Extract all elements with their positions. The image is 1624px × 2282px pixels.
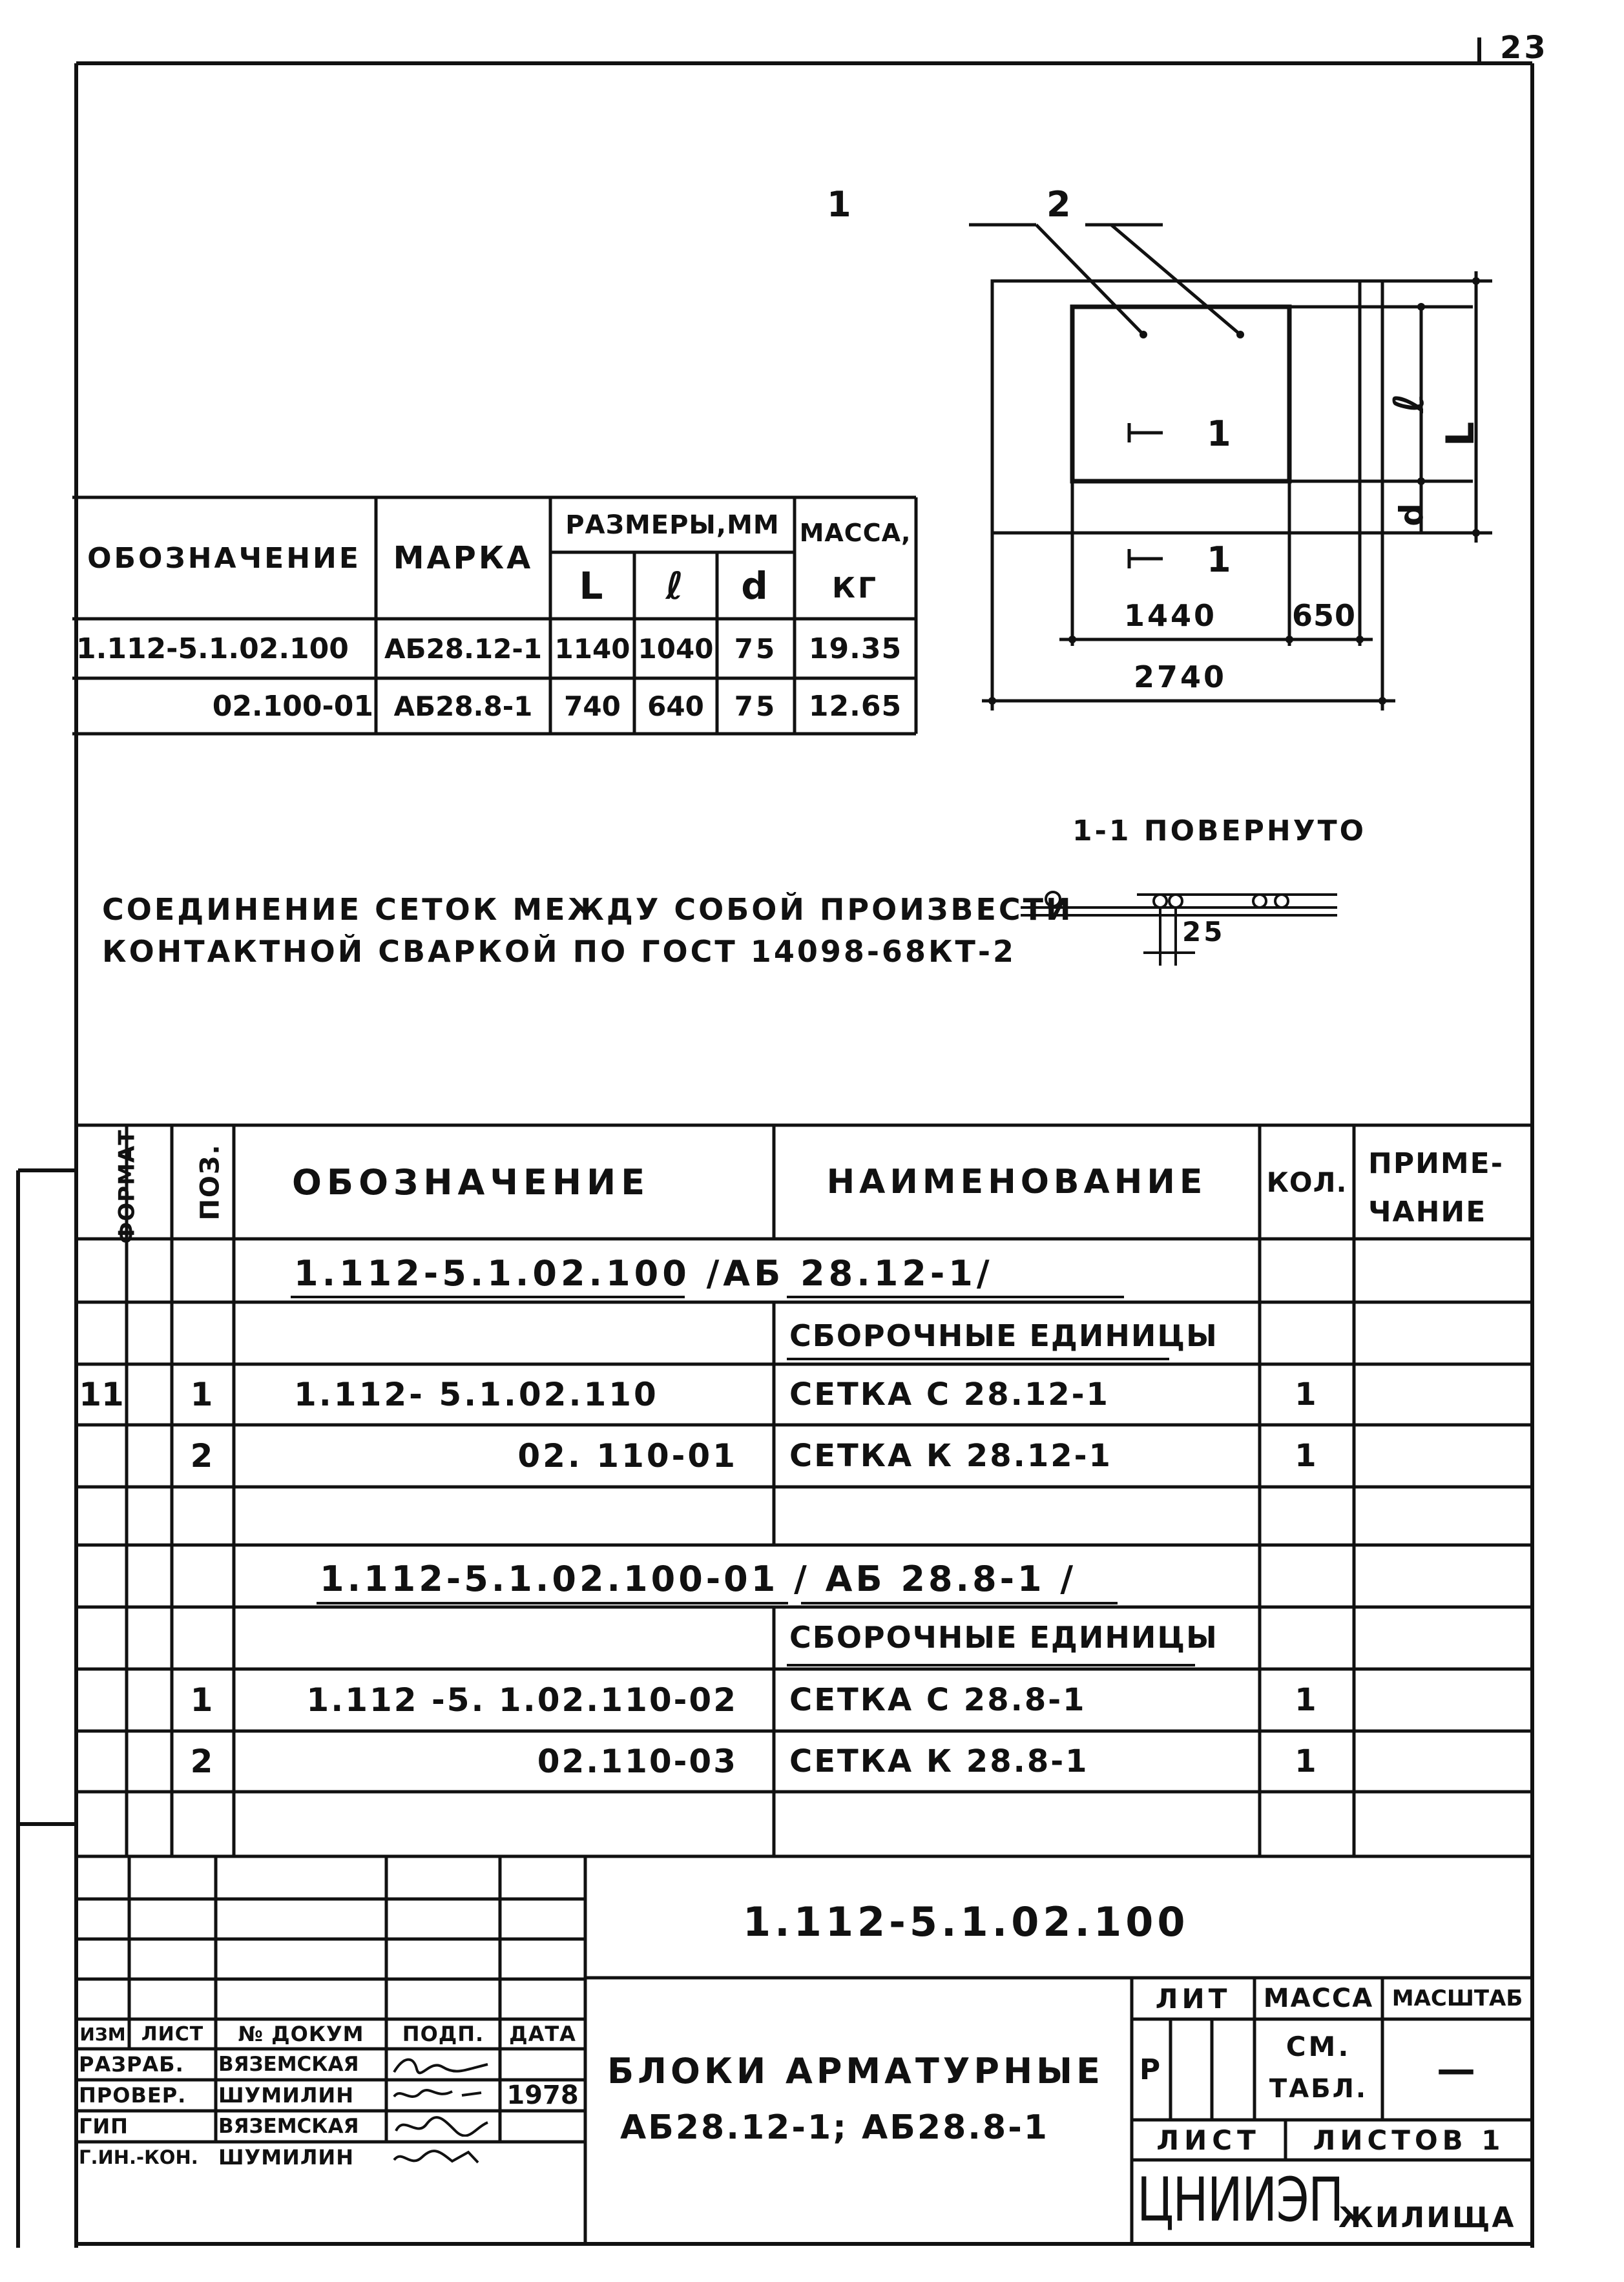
size-header-L: L bbox=[579, 563, 606, 608]
size-header-designation: ОБОЗНАЧЕНИЕ bbox=[87, 541, 361, 575]
size-header-mark: МАРКА bbox=[393, 540, 534, 576]
tb-role-4: Г.ИН.-КОН. bbox=[79, 2146, 198, 2168]
spec-g1-row1-pos: 1 bbox=[190, 1376, 216, 1413]
spec-header-pos: ПОЗ. bbox=[195, 1143, 225, 1221]
size-header-mass: МАССА, bbox=[799, 519, 911, 547]
tb-role-2: ПРОВЕР. bbox=[79, 2083, 187, 2108]
spec-group-1-title: 1.112-5.1.02.100 /АБ 28.12-1/ bbox=[294, 1253, 994, 1294]
spec-g1-row1-designation: 1.112- 5.1.02.110 bbox=[294, 1376, 659, 1413]
spec-g2-row2-pos: 2 bbox=[190, 1743, 216, 1780]
tb-date-1 bbox=[500, 2049, 585, 2080]
tb-date-3 bbox=[500, 2111, 585, 2142]
dim-label-2740: 2740 bbox=[1134, 659, 1227, 694]
tb-header-date: ДАТА bbox=[509, 2022, 576, 2046]
section-title: 1-1 ПОВЕРНУТО bbox=[1072, 814, 1367, 847]
tb-lit-value: Р bbox=[1139, 2053, 1163, 2086]
tb-name-4: ШУМИЛИН bbox=[218, 2145, 354, 2170]
spec-g1-row2-qty: 1 bbox=[1295, 1438, 1319, 1474]
spec-header-name: НАИМЕНОВАНИЕ bbox=[826, 1163, 1207, 1201]
size-row-1-l: 1040 bbox=[638, 632, 714, 665]
tb-mass-value-2: ТАБЛ. bbox=[1269, 2074, 1368, 2104]
spec-header-designation: ОБОЗНАЧЕНИЕ bbox=[292, 1161, 651, 1203]
tb-name-2: ШУМИЛИН bbox=[218, 2083, 354, 2108]
tb-header-izm: ИЗМ bbox=[79, 2023, 126, 2045]
spec-header-note-2: ЧАНИЕ bbox=[1368, 1196, 1487, 1229]
size-row-1-d: 75 bbox=[734, 632, 778, 665]
signature-2 bbox=[391, 2084, 494, 2106]
spec-g2-row1-qty: 1 bbox=[1295, 1682, 1319, 1718]
spec-g1-row2-pos: 2 bbox=[190, 1437, 216, 1475]
tb-scale-value: — bbox=[1437, 2047, 1478, 2092]
tb-header-list: ЛИСТ bbox=[141, 2022, 204, 2046]
tb-header-sign: ПОДП. bbox=[402, 2022, 484, 2046]
tb-sheet-label: ЛИСТ bbox=[1156, 2124, 1261, 2156]
leader-label-2: 2 bbox=[1046, 184, 1074, 225]
size-row-2-l: 640 bbox=[647, 690, 704, 722]
spec-group-2-subtitle: СБОРОЧНЫЕ ЕДИНИЦЫ bbox=[789, 1620, 1218, 1655]
tb-sheets-label: ЛИСТОВ 1 bbox=[1313, 2124, 1505, 2156]
title-line-2: АБ28.12-1; АБ28.8-1 bbox=[620, 2108, 1049, 2147]
spec-g1-row1-name: СЕТКА С 28.12-1 bbox=[789, 1376, 1110, 1413]
dim-label-L: L bbox=[1438, 419, 1484, 447]
spec-g2-row2-designation: 02.110-03 bbox=[537, 1743, 738, 1780]
org-logo-sub: ЖИЛИЩА bbox=[1338, 2201, 1516, 2234]
tb-mass-label: МАССА bbox=[1263, 1984, 1374, 2013]
tb-role-3: ГИП bbox=[79, 2114, 129, 2139]
note-line-2: КОНТАКТНОЙ СВАРКОЙ ПО ГОСТ 14098-68КТ-2 bbox=[102, 934, 1017, 969]
dim-label-d: d bbox=[1392, 501, 1430, 526]
section-mark-bottom: 1 bbox=[1207, 539, 1234, 580]
size-row-2-designation: 02.100-01 bbox=[212, 689, 373, 723]
dim-label-650: 650 bbox=[1292, 598, 1357, 633]
spec-header-note-1: ПРИМЕ- bbox=[1368, 1147, 1504, 1180]
tb-lit-label: ЛИТ bbox=[1155, 1982, 1231, 2015]
spec-g1-row2-name: СЕТКА К 28.12-1 bbox=[789, 1438, 1112, 1474]
tb-date-4 bbox=[500, 2142, 585, 2173]
page-number: 23 bbox=[1500, 30, 1548, 66]
spec-g1-row1-qty: 1 bbox=[1295, 1376, 1319, 1413]
dim-label-l: ℓ bbox=[1386, 390, 1434, 413]
signature-3 bbox=[391, 2115, 494, 2137]
section-mark-top: 1 bbox=[1207, 413, 1234, 454]
tb-name-3: ВЯЗЕМСКАЯ bbox=[218, 2115, 359, 2138]
spec-g2-row1-pos: 1 bbox=[190, 1681, 216, 1719]
dim-label-1440: 1440 bbox=[1124, 598, 1218, 633]
size-header-sizes: РАЗМЕРЫ,ММ bbox=[565, 510, 780, 540]
spec-header-format: ФОРМАТ bbox=[114, 1129, 140, 1244]
size-row-1-mark: АБ28.12-1 bbox=[384, 632, 543, 665]
size-row-2-d: 75 bbox=[734, 690, 778, 722]
tb-role-1: РАЗРАБ. bbox=[79, 2052, 184, 2077]
tb-date-2: 1978 bbox=[506, 2080, 579, 2110]
size-header-l: ℓ bbox=[665, 563, 686, 608]
signature-1 bbox=[391, 2053, 494, 2075]
size-header-d: d bbox=[741, 563, 771, 608]
spec-g1-row1-format: 11 bbox=[79, 1376, 124, 1413]
signature-4 bbox=[391, 2146, 494, 2168]
spec-g2-row2-qty: 1 bbox=[1295, 1743, 1319, 1779]
tb-mass-value-1: СМ. bbox=[1286, 2030, 1351, 2062]
leader-label-1: 1 bbox=[827, 184, 854, 225]
title-line-1: БЛОКИ АРМАТУРНЫЕ bbox=[607, 2051, 1105, 2091]
spec-group-2-title: 1.112-5.1.02.100-01 / АБ 28.8-1 / bbox=[320, 1559, 1077, 1599]
size-row-1-L: 1140 bbox=[554, 632, 630, 665]
spec-g2-row2-name: СЕТКА К 28.8-1 bbox=[789, 1743, 1089, 1779]
spec-g2-row1-designation: 1.112 -5. 1.02.110-02 bbox=[306, 1681, 738, 1719]
spec-group-1-subtitle: СБОРОЧНЫЕ ЕДИНИЦЫ bbox=[789, 1318, 1218, 1353]
size-row-2-mass: 12.65 bbox=[808, 689, 902, 723]
note-line-1: СОЕДИНЕНИЕ СЕТОК МЕЖДУ СОБОЙ ПРОИЗВЕСТИ bbox=[102, 892, 1074, 927]
size-row-2-L: 740 bbox=[564, 690, 621, 722]
spec-g2-row1-name: СЕТКА С 28.8-1 bbox=[789, 1682, 1087, 1718]
size-row-1-mass: 19.35 bbox=[808, 632, 902, 665]
tb-name-1: ВЯЗЕМСКАЯ bbox=[218, 2053, 359, 2076]
section-dim-25: 25 bbox=[1182, 916, 1225, 948]
size-row-2-mark: АБ28.8-1 bbox=[393, 690, 533, 722]
tb-scale-label: МАСШТАБ bbox=[1391, 1986, 1523, 2011]
title-doc-number: 1.112-5.1.02.100 bbox=[743, 1898, 1189, 1945]
tb-header-doc: № ДОКУМ bbox=[238, 2022, 364, 2046]
spec-g1-row2-designation: 02. 110-01 bbox=[517, 1437, 738, 1475]
org-logo-main: ЦНИИЭП bbox=[1137, 2165, 1343, 2235]
size-header-mass-unit: КГ bbox=[831, 571, 879, 605]
size-row-1-designation: 1.112-5.1.02.100 bbox=[76, 632, 349, 665]
spec-header-qty: КОЛ. bbox=[1266, 1166, 1348, 1198]
